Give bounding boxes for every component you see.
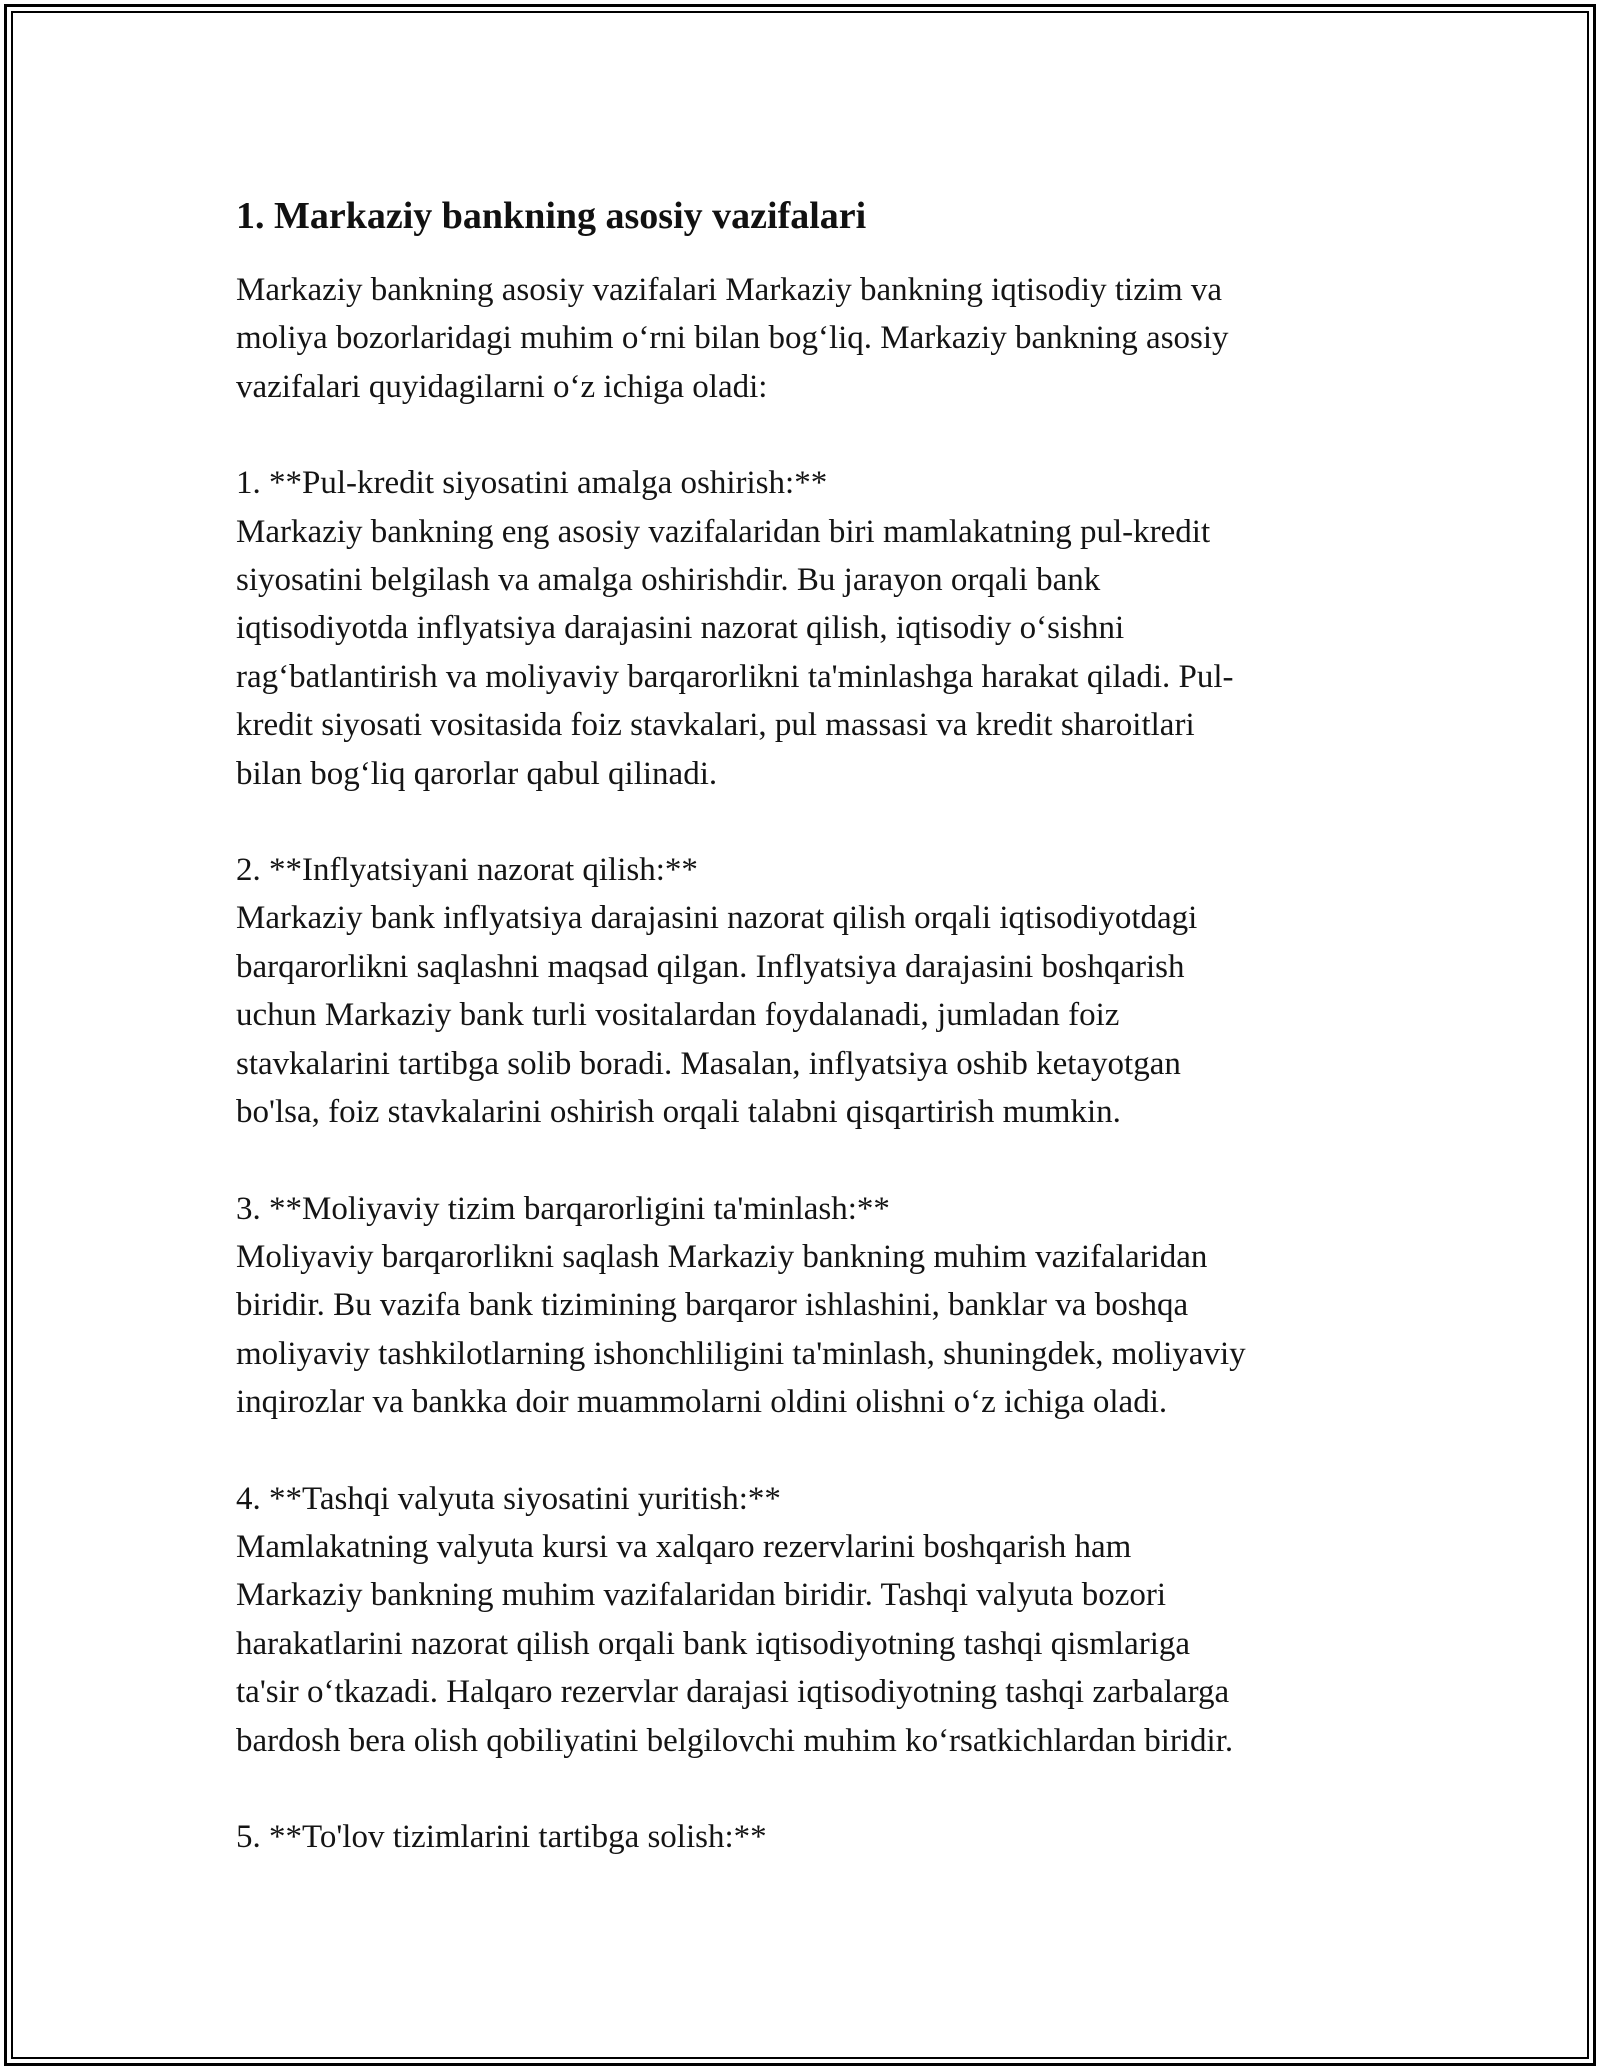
section-heading: 2. **Inflyatsiyani nazorat qilish:** [236, 852, 698, 889]
section-4 [236, 1475, 1366, 1765]
section-body: Mamlakatning valyuta kursi va xalqaro rezervlarini boshqarish ham Markaziy bankning muhim vazifalaridan biridir. Tashqi valyuta bozori harakatlarini nazorat qilish orqali bank iqtisodiyotning tashqi qismlariga ta'sir o‘tkazadi. Halqaro rezervlar darajasi iqtisodiyotning tashqi zarbalarga bardosh bera olish qobiliyatini belgilovchi muhim ko‘rsatkichlardan biridir. [236, 1528, 1234, 1759]
section-heading: 4. **Tashqi valyuta siyosatini yuritish:** [236, 1480, 781, 1517]
section-5 [236, 1813, 1366, 1861]
section-1 [236, 459, 1366, 798]
intro-paragraph: Markaziy bankning asosiy vazifalari Markaziy bankning iqtisodiy tizim va moliya bozorlaridagi muhim o‘rni bilan bog‘liq. Markaziy bankning asosiy vazifalari quyidagilarni o‘z ichiga oladi: [236, 272, 1229, 405]
section-heading: 1. **Pul-kredit siyosatini amalga oshirish:** [236, 465, 828, 502]
section-3 [236, 1185, 1366, 1427]
section-body: Markaziy bankning eng asosiy vazifalaridan biri mamlakatning pul-kredit siyosatini belgilash va amalga oshirishdir. Bu jarayon orqali bank iqtisodiyotda inflyatsiya darajasini nazorat qilish, iqtisodiy o‘sishni rag‘batlantirish va moliyaviy barqarorlikni ta'minlashga harakat qiladi. Pul- kredit siyosati vositasida foiz stavkalari, pul massasi va kredit sharoitlari bilan bog‘liq qarorlar qabul qilinadi. [236, 513, 1234, 792]
section-body: Markaziy bank inflyatsiya darajasini nazorat qilish orqali iqtisodiyotdagi barqarorlikni saqlashni maqsad qilgan. Inflyatsiya darajasini boshqarish uchun Markaziy bank turli vositalardan foydalanadi, jumladan foiz stavkalarini tartibga solib boradi. Masalan, inflyatsiya oshib ketayotgan bo'lsa, foiz stavkalarini oshirish orqali talabni qisqartirish mumkin. [236, 900, 1198, 1131]
document-title: 1. Markaziy bankning asosiy vazifalari [236, 195, 867, 237]
section-heading: 3. **Moliyaviy tizim barqarorligini ta'minlash:** [236, 1190, 890, 1227]
section-body: Moliyaviy barqarorlikni saqlash Markaziy bankning muhim vazifalaridan biridir. Bu vazifa bank tizimining barqaror ishlashini, banklar va boshqa moliyaviy tashkilotlarning ishonchliligini ta'minlash, shuningdek, moliyaviy inqirozlar va bankka doir muammolarni oldini olishni o‘z ichiga oladi. [236, 1238, 1246, 1421]
section-heading: 5. **To'lov tizimlarini tartibga solish:** [236, 1818, 767, 1855]
section-2 [236, 846, 1366, 1136]
document-content [236, 192, 1366, 1861]
